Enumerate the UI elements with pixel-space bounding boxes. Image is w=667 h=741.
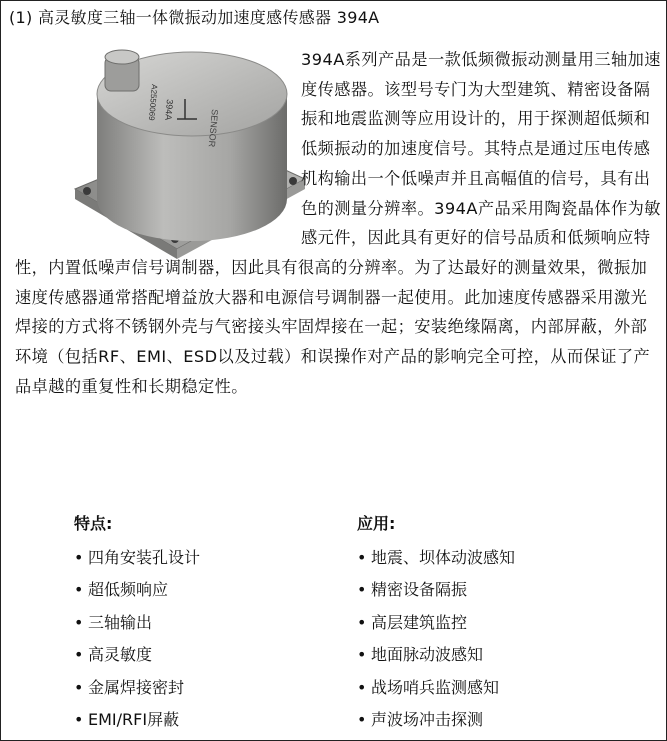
bullet-icon: • bbox=[74, 580, 84, 600]
list-item: • 地面脉动波感知 bbox=[357, 639, 515, 671]
list-item: • 精密设备隔振 bbox=[357, 574, 515, 606]
engraved-brand: SENSOR bbox=[206, 108, 220, 148]
applications-section bbox=[357, 512, 515, 736]
list-item: • 超低频响应 bbox=[74, 574, 200, 606]
features-section bbox=[74, 512, 200, 736]
product-description: 394A系列产品是一款低频微振动测量用三轴加速度传感器。该型号专门为大型建筑、精密设备隔振和地震监测等应用设计的，用于探测超低频和低频振动的加速度信号。其特点是通过压电传感机构输出一个低噪声并且高幅值的信号，具有出色的测量分辨率。394A产品采用陶瓷晶体作为敏感元件，因此具有更好的信号品质和低频响应特性，内置低噪声信号调制器，因此具有很高的分辨率。为了达最好的测量效果，微振加速度传感器通常搭配增益放大器和电源信号调制器一起使用。此加速度传感器采用激光焊接的方式将不锈钢外壳与气密接头牢固焊接在一起；安装绝缘隔离，内部屏蔽，外部环境（包括RF、EMI、ESD以及过载）和误操作对产品的影响完全可控，从而保证了产品卓越的重复性和长期稳定性。 bbox=[15, 50, 661, 396]
list-item: • 高灵敏度 bbox=[74, 639, 200, 671]
list-item: • 金属焊接密封 bbox=[74, 672, 200, 704]
list-item: • 地震、坝体动波感知 bbox=[357, 542, 515, 574]
features-heading: 特点: bbox=[74, 514, 113, 533]
list-item: • 三轴输出 bbox=[74, 607, 200, 639]
applications-list bbox=[357, 542, 515, 736]
bullet-icon: • bbox=[357, 548, 367, 567]
bullet-icon: • bbox=[357, 580, 367, 600]
engraved-serial: A2550069 bbox=[146, 83, 159, 121]
bullet-icon: • bbox=[74, 612, 84, 632]
bullet-icon: • bbox=[357, 645, 367, 665]
section-title: (1) 高灵敏度三轴一体微振动加速度感传感器 394A bbox=[9, 8, 380, 27]
list-item: • 四角安装孔设计 bbox=[74, 542, 200, 574]
bullet-icon: • bbox=[357, 677, 367, 697]
applications-heading: 应用: bbox=[357, 514, 396, 533]
list-item: • 高层建筑监控 bbox=[357, 607, 515, 639]
features-list bbox=[74, 542, 200, 736]
list-item: • 战场哨兵监测感知 bbox=[357, 672, 515, 704]
engraved-model: 394A bbox=[163, 98, 175, 121]
list-item: • EMI/RFI屏蔽 bbox=[74, 704, 200, 736]
bullet-icon: • bbox=[74, 645, 84, 665]
bullet-icon: • bbox=[74, 677, 84, 697]
list-item: • 声波场冲击探测 bbox=[357, 704, 515, 736]
bullet-icon: • bbox=[74, 710, 84, 730]
bullet-icon: • bbox=[357, 612, 367, 632]
bullet-icon: • bbox=[74, 548, 84, 567]
bullet-icon: • bbox=[357, 710, 367, 730]
